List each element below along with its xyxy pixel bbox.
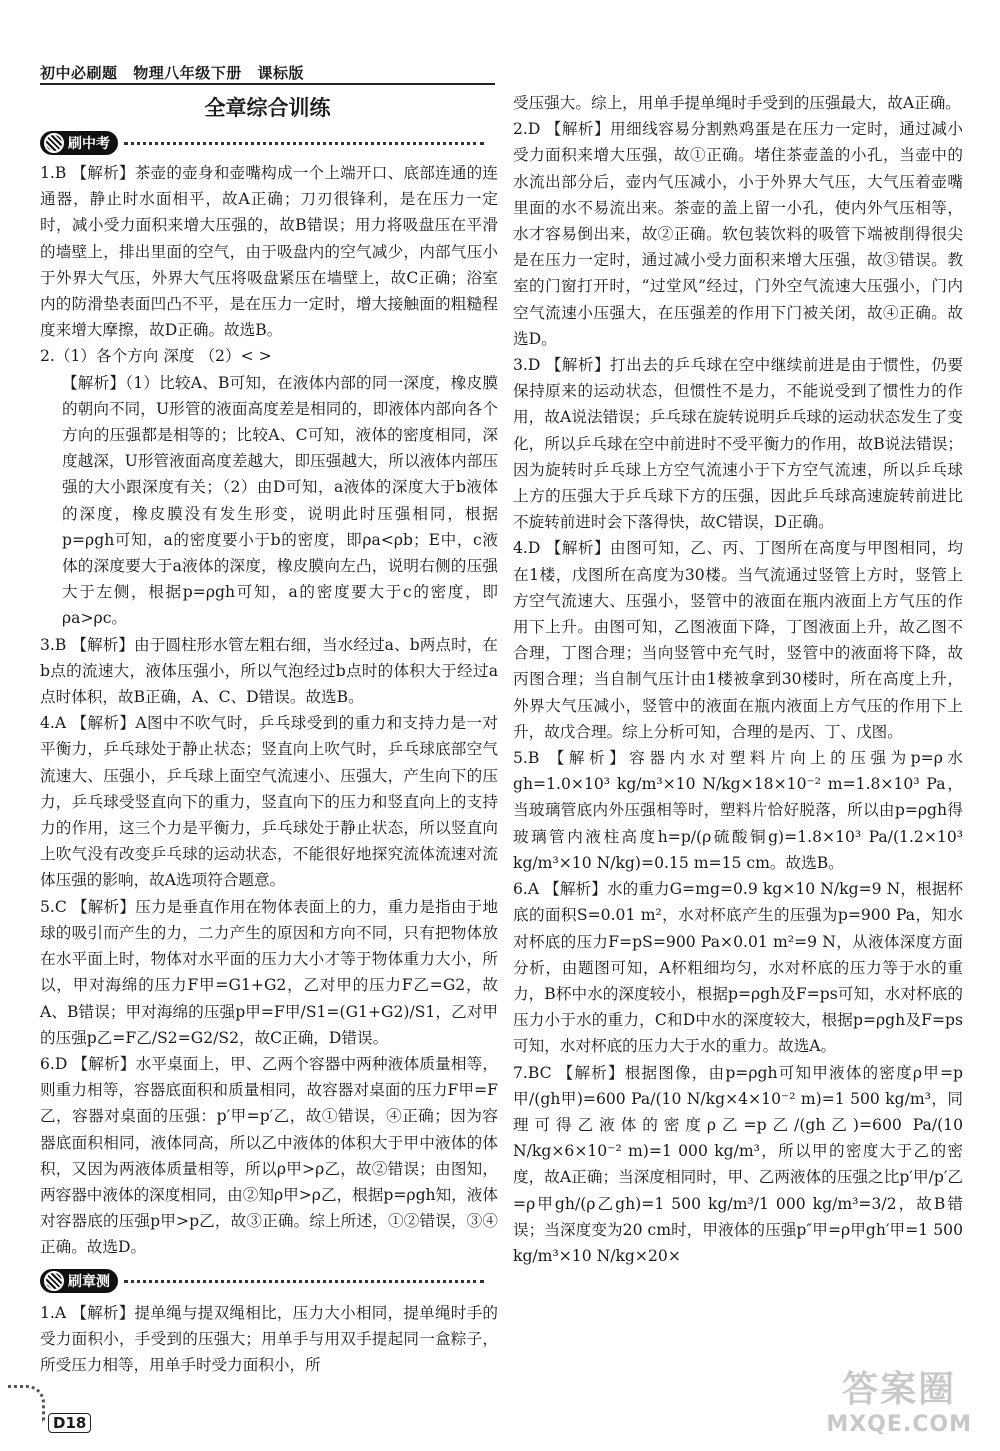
left-column (40, 160, 498, 1261)
watermark-line1: 答案圈 (842, 1369, 957, 1410)
header-edition: 课标版 (257, 64, 305, 82)
answer-2-analysis: 【解析】（1）比较A、B可知，在液体内部的同一深度，橡皮膜的朝向不同，U形管的液面高度差是相同的，即液体内部向各个方向的压强都是相等的；比较A、C可知，液体的密度相同，深度越深，U形管液面高度差越大，即压强越大，所以液体内部压强的大小跟深度有关；（2）由D可知，a液体的深度大于b液体的深度，橡皮膜没有发生形变，说明此时压强相同，根据p=ρgh可知，a的密度要小于b的密度，即ρa<ρb；E中，c液体的深度要大于a液体的深度，橡皮膜向左凸，说明右侧的压强大于左侧，根据p=ρgh可知，a的密度要大于c的密度，即ρa>ρc。 (62, 373, 498, 628)
answer-2: 2.（1）各个方向 深度 （2）< > (40, 347, 272, 366)
dotted-divider (124, 1280, 484, 1283)
answer-zc-6: 6.A 【解析】水的重力G=mg=0.9 kg×10 N/kg=9 N，根据杯底的面积S=0.01 m²，水对杯底产生的压强为p=900 Pa，知水对杯底的压力F=pS=900 Pa×0.01 m²=9 N，从液体深度方面分析，由题图可知，A杯粗细均匀，水对杯底的压力等于水的重力，B杯中水的深度较小，根据p=ρgh及F=ps可知，水对杯底的压力小于水的重力，C和D中水的深度较大，根据p=ρgh及F=ps可知，水对杯底的压力大于水的重力。故选A。 (513, 880, 963, 1056)
section-label: 刷中考 (68, 136, 110, 152)
answer-3: 3.B 【解析】由于圆柱形水管左粗右细，当水经过a、b两点时，在b点的流速大，液体压强小，所以气泡经过b点时的体积大于经过a点时体积，故B正确，A、C、D错误。故选B。 (40, 635, 498, 707)
header-rule (40, 83, 495, 85)
running-header (40, 62, 314, 83)
disk-icon (44, 1271, 64, 1291)
answer-5: 5.C 【解析】压力是垂直作用在物体表面上的力，重力是指由于地球的吸引而产生的力，二力产生的原因和方向不同，只有把物体放在水平面上时，物体对水平面的压力大小才等于物体重力大小，所以，甲对海绵的压力F甲=G1+G2，乙对甲的压力F乙=G2，故A、B错误；甲对海绵的压强p甲=F甲/S1=(G1+G2)/S1，乙对甲的压强p乙=F乙/S2=G2/S2，故C正确，D错误。 (40, 897, 498, 1047)
answer-zc-7: 7.BC 【解析】根据图像，由p=ρgh可知甲液体的密度ρ甲=p甲/(gh甲)=600 Pa/(10 N/kg×4×10⁻² m)=1 500 kg/m³，同理可得乙液体的密度ρ乙=p乙/(gh乙)=600 Pa/(10 N/kg×6×10⁻² m)=1 000 kg/m³，所以甲的密度大于乙的密度，故A正确；当深度相同时，甲、乙两液体的压强之比p′甲/p′乙=ρ甲gh/(ρ乙gh)=1 500 kg/m³/1 000 kg/m³=3/2，故B错误；当深度变为20 cm时，甲液体的压强p″甲=ρ甲gh′甲=1 500 kg/m³×10 N/kg×20× (513, 1063, 963, 1265)
corner-decoration (8, 1385, 45, 1422)
answer-zc-3: 3.D 【解析】打出去的乒乓球在空中继续前进是由于惯性，仍要保持原来的运动状态，但惯性不是力，不能说受到了惯性力的作用，故A说法错误；乒乓球在旋转说明乒乓球的运动状态发生了变化，所以乒乓球在空中前进时不受平衡力的作用，故B说法错误；因为旋转时乒乓球上方空气流速小于下方空气流速，所以乒乓球上方的压强大于乒乓球下方的压强，因此乒乓球高速旋转前进比不旋转前进时会下落得快，故C错误，D正确。 (513, 356, 963, 532)
page-title: 全章综合训练 (204, 95, 331, 120)
answer-zc-4: 4.D 【解析】由图可知，乙、丙、丁图所在高度与甲图相同，均在1楼，戊图所在高度为30楼。当气流通过竖管上方时，竖管上方空气流速大、压强小，竖管中的液面在瓶内液面上方气压的作用下上升。由图可知，乙图液面下降，丁图液面上升，故乙图不合理，丁图合理；当向竖管中充气时，竖管中的液面将下降，故丙图合理；当自制气压计由1楼被拿到30楼时，所在高度上升，外界大气压减小，竖管中的液面在瓶内液面上方气压的作用下上升，故戊合理。综上分析可知，合理的是丙、丁、戊图。 (513, 539, 963, 741)
answer-zc-5: 5.B 【解析】容器内水对塑料片向上的压强为p=ρ水gh=1.0×10³ kg/m³×10 N/kg×18×10⁻² m=1.8×10³ Pa，当玻璃管底内外压强相等时，塑料片恰好脱落，所以由p=ρgh得玻璃管内液柱高度h=p/(ρ硫酸铜g)=1.8×10³ Pa/(1.2×10³ kg/m³×10 N/kg)=0.15 m=15 cm。故选B。 (513, 749, 963, 872)
section-tag-zhangce (40, 1268, 484, 1294)
disk-icon (44, 133, 64, 153)
page-number: D18 (48, 1413, 91, 1433)
section-label: 刷章测 (68, 1274, 110, 1290)
watermark-line2: MXQE.COM (826, 1412, 972, 1437)
answer-zc-1-cont: 受压强大。综上，用单手提单绳时手受到的压强最大，故A正确。 (513, 94, 961, 112)
header-book: 物理八年级下册 (133, 64, 242, 82)
answer-4: 4.A 【解析】A图中不吹气时，乒乓球受到的重力和支持力是一对平衡力，乒乓球处于静止状态；竖直向上吹气时，乒乓球底部空气流速大、压强小，乒乓球上面空气流速小、压强大，产生向下的压力，乒乓球受竖直向下的重力，竖直向下的压力和竖直向上的支持力的作用，这三个力是平衡力，乒乓球处于静止状态，所以竖直向上吹气没有改变乒乓球的运动状态，不能很好地探究流体流速对流体压强的影响，故A选项符合题意。 (40, 714, 498, 890)
answer-zc-1: 1.A 【解析】提单绳与提双绳相比，压力大小相同，提单绳时手的受力面积小，手受到的压强大；用单手与用双手提起同一盒粽子，所受压力相等，用单手时受力面积小，所 (40, 1304, 498, 1375)
dotted-divider (124, 142, 484, 145)
answer-zc-2: 2.D 【解析】用细线容易分割熟鸡蛋是在压力一定时，通过减小受力面积来增大压强，故①正确。堵住茶壶盖的小孔，当壶中的水流出部分后，壶内气压减小，小于外界大气压，大气压着壶嘴里面的水不易流出来。茶壶的盖上留一小孔，使内外气压相等，水才容易倒出来，故②正确。软包装饮料的吸管下端被削得很尖是在压力一定时，通过减小受力面积来增大压强，故③错误。教室的门窗打开时，“过堂风”经过，门外空气流速大压强小，门内空气流速小压强大，在压强差的作用下门被关闭，故④正确。故选D。 (513, 120, 963, 348)
left-column-bottom (40, 1300, 498, 1379)
watermark-logo (826, 1361, 972, 1437)
answer-1: 1.B 【解析】茶壶的壶身和壶嘴构成一个上端开口、底部连通的连通器，静止时水面相平，故A正确；刀刃很锋利，是在压力一定时，减小受力面积来增大压强的，故B错误；用力将吸盘压在平滑的墙壁上，排出里面的空气，由于吸盘内的空气减少，内部气压小于外界大气压，外界大气压将吸盘紧压在墙壁上，故C正确；浴室内的防滑垫表面凹凸不平，是在压力一定时，增大接触面的粗糙程度来增大摩擦，故D正确。故选B。 (40, 164, 498, 340)
answer-6: 6.D 【解析】水平桌面上，甲、乙两个容器中两种液体质量相等，则重力相等，容器底面积和质量相同，故容器对桌面的压力F甲=F乙，容器对桌面的压强：p′甲=p′乙，故①错误，④正确；因为容器底面积相同，液体同高，所以乙中液体的体积大于甲中液体的体积，又因为两液体质量相等，所以ρ甲>ρ乙，故②错误；由图知，两容器中液体的深度相同，由②知ρ甲>ρ乙，根据p=ρgh知，液体对容器底的压强p甲>p乙，故③正确。综上所述，①②错误，③④正确。故选D。 (40, 1054, 498, 1257)
right-column (513, 90, 963, 1269)
section-tag-zhongkao (40, 130, 484, 156)
header-series: 初中必刷题 (40, 64, 118, 82)
